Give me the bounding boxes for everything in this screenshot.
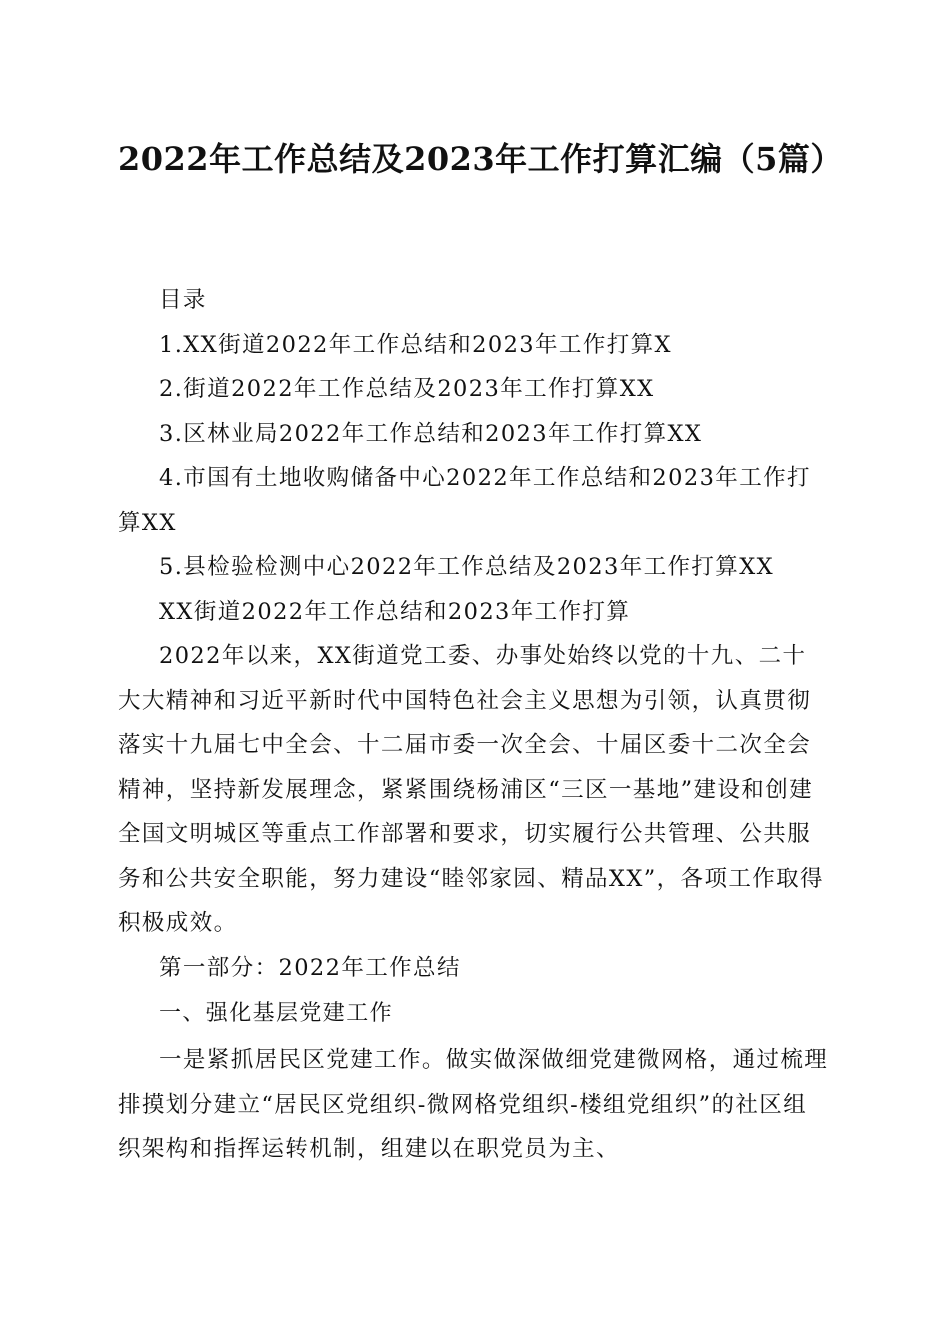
part-heading: 第一部分：2022年工作总结 [159,954,461,981]
document-body [118,278,830,1172]
toc-heading: 目录 [159,287,207,313]
section-heading: 一、强化基层党建工作 [159,1001,394,1026]
intro-paragraph: 2022年以来，XX街道党工委、办事处始终以党的十九、二十大大精神和习近平新时代中国特色社会主义思想为引领，认真贯彻落实十九届七中全会、十二届市委一次全会、十届区委十二次全会精神，坚持新发展理念，紧紧围绕杨浦区“三区一基地”建设和创建全国文明城区等重点工作部署和要求，切实履行公共管理、公共服务和公共安全职能，努力建设“睦邻家园、精品XX”，各项工作取得积极成效。 [118,643,824,936]
toc-item-4: 4.市国有土地收购储备中心2022年工作总结和2023年工作打算XX [118,465,811,536]
body-paragraph: 一是紧抓居民区党建工作。做实做深做细党建微网格，通过梳理排摸划分建立“居民区党组织-微网格党组织-楼组党组织”的社区组织架构和指挥运转机制，组建以在职党员为主、 [118,1047,829,1162]
toc-item-2: 2.街道2022年工作总结及2023年工作打算XX [159,376,655,402]
toc-item-1: 1.XX街道2022年工作总结和2023年工作打算X [159,331,672,358]
toc-item-3: 3.区林业局2022年工作总结和2023年工作打算XX [159,420,703,447]
article-title: XX街道2022年工作总结和2023年工作打算 [159,598,631,625]
toc-item-5: 5.县检验检测中心2022年工作总结及2023年工作打算XX [159,554,775,580]
document-title: 2022年工作总结及2023年工作打算汇编（5篇） [118,140,843,178]
